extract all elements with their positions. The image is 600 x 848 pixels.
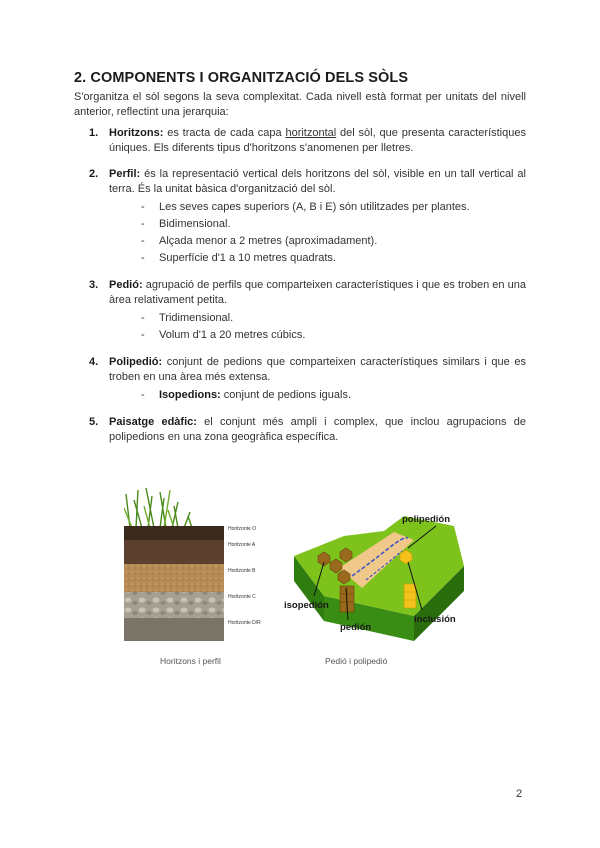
item-number: 1. [89,127,99,139]
hierarchy-list [74,126,526,456]
sub-list-item: - Bidimensional. [141,218,231,230]
label-horizon-a: Horitzonte A [228,542,256,548]
item-text: del sòl, que presenta característiques úniques. Els diferents tipus d'horitzons s'anomenen per lletres. [109,127,526,154]
page-number: 2 [516,788,523,800]
underlined-word: horitzontal [285,127,337,139]
caption-right: Pedió i polipedió [325,656,388,666]
horizon-c-layer [124,592,224,618]
soil-profile-figure [124,486,264,641]
item-term: Perfil: [109,168,141,180]
label-inclusion: inclusión [414,614,456,625]
sub-list-item: - Les seves capes superiors (A, B i E) són utilitzades per plantes. [141,201,470,213]
section-title: 2. COMPONENTS I ORGANITZACIÓ DELS SÒLS [74,70,409,86]
caption-left: Horitzons i perfil [160,656,221,666]
item-term: Pedió: [109,279,143,291]
list-item-polipedio [74,355,526,404]
horizon-o-layer [124,526,224,540]
horizon-r-layer [124,618,224,641]
item-term: Paisatge edàfic: [109,416,197,428]
sub-list [109,199,526,267]
item-text: agrupació de perfils que comparteixen característiques i que es troben en una àrea relativament petita. [109,279,526,306]
list-item-paisatge [74,415,526,445]
item-number: 4. [89,356,99,368]
list-item-perfil [74,167,526,267]
item-text: és la representació vertical dels horitzons del sòl, visible en un tall vertical al terra. És la unitat bàsica d'organització del sòl. [109,168,526,195]
item-number: 5. [89,416,99,428]
sub-list-item: - Alçada menor a 2 metres (aproximadament). [141,235,378,247]
label-horizon-dr: Horitzonte D/R [228,620,261,626]
list-item-pedio [74,278,526,344]
item-number: 3. [89,279,99,291]
item-text: conjunt de pedions que comparteixen característiques similars i que es troben en una àrea més extensa. [109,356,526,383]
sub-list [109,310,526,344]
label-horizon-o: Horitzonte O [228,526,257,532]
grass-icon [124,488,192,528]
list-item-horitzons [74,126,526,156]
horizon-b-layer [124,564,224,592]
item-term: Polipedió: [109,356,163,368]
item-number: 2. [89,168,99,180]
label-isopedion: isopedión [284,600,329,611]
item-text: es tracta de cada capa [163,127,286,139]
label-horizon-c: Horitzonte C [228,594,256,600]
label-horizon-b: Horitzonte B [228,568,256,574]
item-text: el conjunt més ampli i complex, que inclou agrupacions de polipedions en una zona geogràfica específica. [109,416,526,443]
label-polipedion: polipedión [402,514,451,525]
intro-paragraph: S'organitza el sòl segons la seva complexitat. Cada nivell està format per unitats del nivell anterior, reflectint una jerarquia: [74,91,526,118]
label-pedion: pedión [340,622,372,633]
item-term: Horitzons: [109,127,164,139]
sub-list-item: - Isopedions: conjunt de pedions iguals. [141,389,351,401]
sub-list [109,387,526,404]
horizon-a-layer [124,540,224,564]
sub-list-item: - Superfície d'1 a 10 metres quadrats. [141,252,336,264]
pedion-figure [284,496,474,644]
sub-list-item: - Tridimensional. [141,312,234,324]
sub-list-item: - Volum d'1 a 20 metres cúbics. [141,329,306,341]
